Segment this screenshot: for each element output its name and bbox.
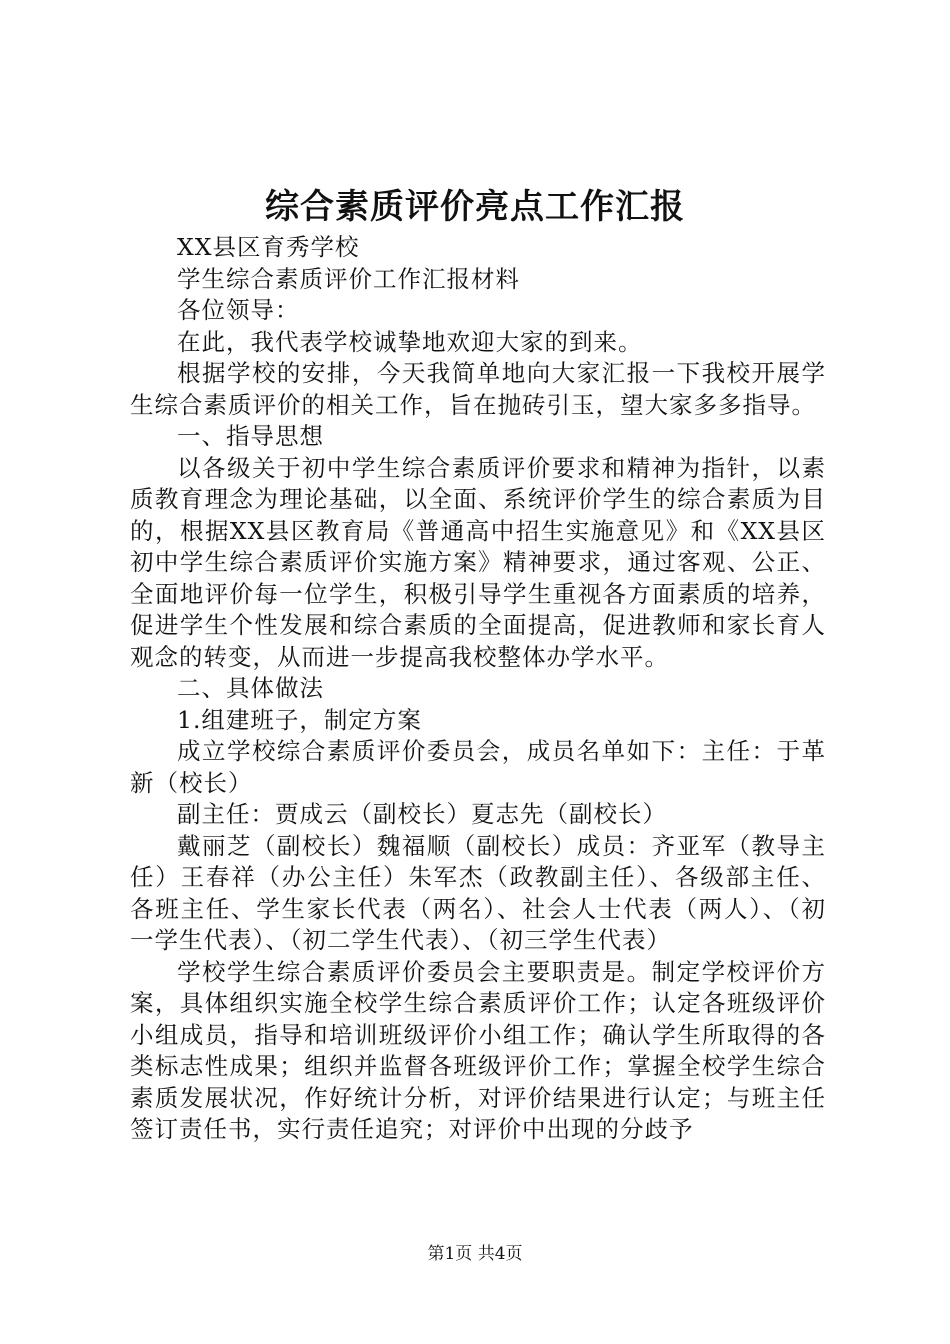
paragraph-members: 戴丽芝（副校长）魏福顺（副校长）成员：齐亚军（教导主任）王春祥（办公主任）朱军杰（政教副主任）、各级部主任、各班主任、学生家长代表（两名）、社会人士代表（两人）、（初一学生代表）、（初二学生代表）、（初三学生代表）: [130, 831, 826, 954]
school-name: XX县区育秀学校: [177, 233, 360, 261]
material-subtitle: 学生综合素质评价工作汇报材料: [177, 264, 520, 293]
section-heading-practice: 二、具体做法: [177, 674, 324, 702]
paragraph-guiding-thought: 以各级关于初中学生综合素质评价要求和精神为指针，以素质教育理念为理论基础，以全面、系统评价学生的综合素质为目的，根据XX县区教育局《普通高中招生实施意见》和《XX县区初中学生综合素质评价实施方案》精神要求，通过客观、公正、全面地评价每一位学生，积极引导学生重视各方面素质的培养，促进学生个性发展和综合素质的全面提高，促进教师和家长育人观念的转变，从而进一步提高我校整体办学水平。: [130, 453, 826, 671]
page-footer: 第1页 共4页: [427, 1244, 523, 1264]
paragraph-welcome: 在此，我代表学校诚挚地欢迎大家的到来。: [177, 327, 643, 356]
section-heading-guiding-thought: 一、指导思想: [177, 422, 324, 450]
paragraph-vice-directors: 副主任：贾成云（副校长）夏志先（副校长）: [177, 800, 667, 828]
salutation: 各位领导：: [177, 296, 300, 324]
subsection-heading-team: 1.组建班子，制定方案: [177, 705, 422, 734]
paragraph-intro: 根据学校的安排，今天我简单地向大家汇报一下我校开展学生综合素质评价的相关工作，旨在抛砖引玉，望大家多多指导。: [130, 359, 826, 419]
paragraph-committee: 成立学校综合素质评价委员会，成员名单如下：主任：于革新（校长）: [130, 737, 826, 797]
document-body: [130, 232, 826, 1146]
paragraph-duties: 学校学生综合素质评价委员会主要职责是。制定学校评价方案，具体组织实施全校学生综合素质评价工作；认定各班级评价小组成员，指导和培训班级评价小组工作；确认学生所取得的各类标志性成果；组织并监督各班级评价工作；掌握全校学生综合素质发展状况，作好统计分析，对评价结果进行认定；与班主任签订责任书，实行责任追究；对评价中出现的分歧予: [130, 957, 826, 1143]
document-title: 综合素质评价亮点工作汇报: [265, 187, 685, 227]
